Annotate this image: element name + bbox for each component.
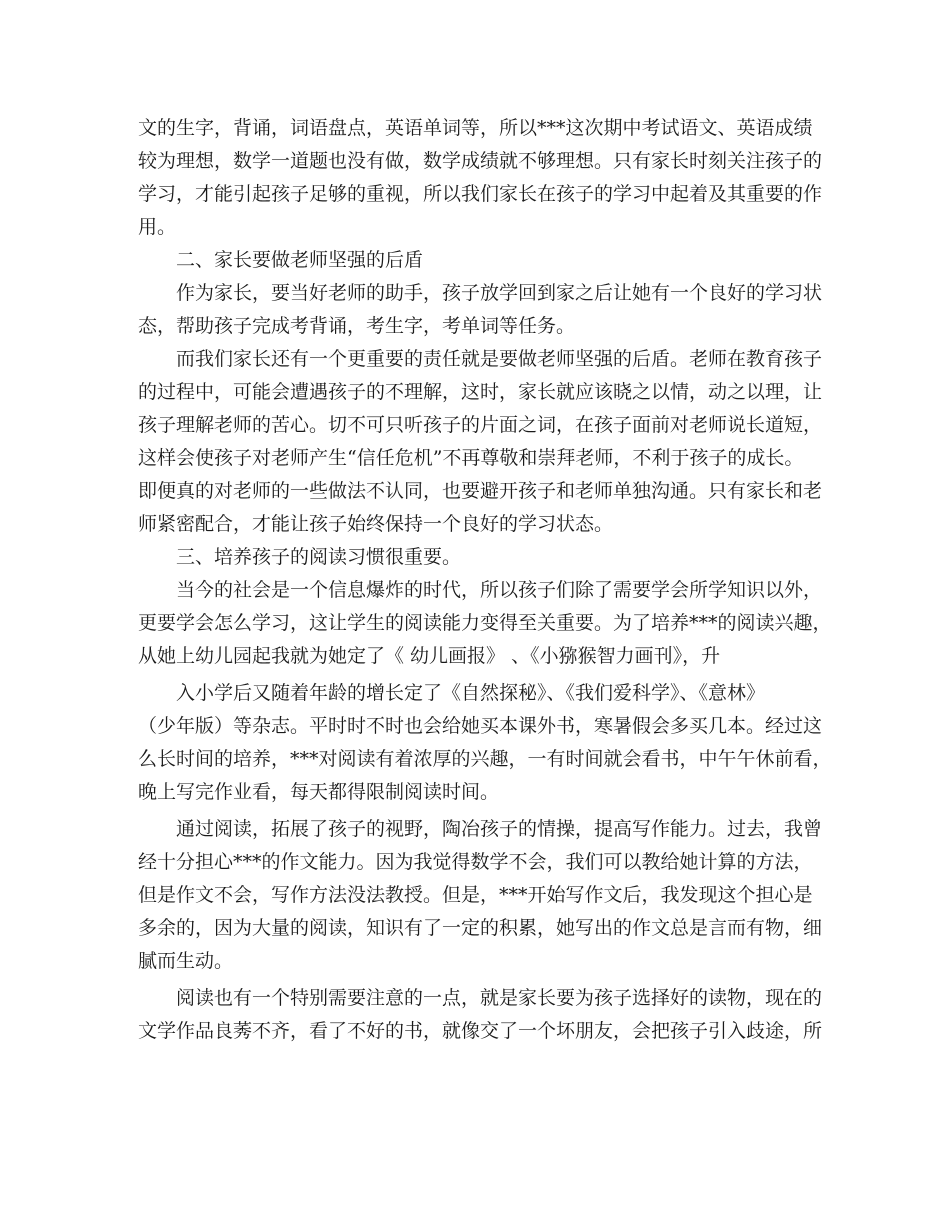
document-body: [138, 112, 832, 1048]
text-line: 从她上幼儿园起我就为她定了《 幼儿画报》 、《小猕猴智力画刊》，升: [138, 645, 721, 667]
paragraph-7: [138, 982, 823, 1048]
text-line: 即便真的对老师的一些做法不认同，也要避开孩子和老师单独沟通。只有家长和老: [138, 480, 823, 502]
text-line: 文学作品良莠不齐，看了不好的书，就像交了一个坏朋友，会把孩子引入歧途，所: [138, 1020, 823, 1042]
paragraph-4: [138, 574, 832, 673]
paragraph-3: [138, 343, 823, 541]
text-line: 腻而生动。: [138, 950, 234, 972]
text-line: 晚上写完作业看，每天都得限制阅读时间。: [138, 781, 500, 803]
text-line: 多余的，因为大量的阅读，知识有了一定的积累，她写出的作文总是言而有物，细: [138, 917, 823, 939]
text-line: 文的生字，背诵，词语盘点，英语单词等，所以***这次期中考试语文、英语成绩: [138, 117, 813, 139]
text-line: 态，帮助孩子完成考背诵，考生字，考单词等任务。: [138, 315, 576, 337]
text-line: （少年版）等杂志。平时时不时也会给她买本课外书，寒暑假会多买几本。经过这: [138, 715, 823, 737]
paragraph-6: [138, 813, 823, 978]
text-line: 学习，才能引起孩子足够的重视，所以我们家长在孩子的学习中起着及其重要的作: [138, 183, 823, 205]
section-heading-3: [138, 541, 818, 574]
text-line: 较为理想，数学一道题也没有做，数学成绩就不够理想。只有家长时刻关注孩子的: [138, 150, 823, 172]
text-line: 入小学后又随着年龄的增长定了《自然探秘》、《我们爱科学》、《意林》: [176, 682, 766, 704]
text-line: 阅读也有一个特别需要注意的一点，就是家长要为孩子选择好的读物，现在的: [176, 987, 823, 1009]
paragraph-2: [138, 277, 823, 343]
text-line: 经十分担心***的作文能力。因为我觉得数学不会，我们可以教给她计算的方法，: [138, 851, 813, 873]
text-line: 这样会使孩子对老师产生“信任危机”不再尊敬和崇拜老师，不利于孩子的成长。: [138, 447, 804, 469]
heading-text: 三、培养孩子的阅读习惯很重要。: [176, 546, 462, 568]
text-line: 师紧密配合，才能让孩子始终保持一个良好的学习状态。: [138, 513, 614, 535]
paragraph-1: [138, 112, 823, 244]
text-line: 更要学会怎么学习，这让学生的阅读能力变得至关重要。为了培养***的阅读兴趣，: [138, 612, 832, 634]
text-line: 用。: [138, 216, 177, 238]
text-line: 当今的社会是一个信息爆炸的时代，所以孩子们除了需要学会所学知识以外，: [176, 579, 823, 601]
section-heading-2: [138, 244, 818, 277]
text-line: 么长时间的培养，***对阅读有着浓厚的兴趣，一有时间就会看书，中午午休前看，: [138, 748, 832, 770]
text-line: 作为家长，要当好老师的助手，孩子放学回到家之后让她有一个良好的学习状: [176, 282, 823, 304]
text-line: 但是作文不会，写作方法没法教授。但是，***开始写作文后，我发现这个担心是: [138, 884, 813, 906]
text-line: 而我们家长还有一个更重要的责任就是要做老师坚强的后盾。老师在教育孩子: [176, 348, 823, 370]
heading-text: 二、家长要做老师坚强的后盾: [176, 249, 424, 271]
text-line: 的过程中，可能会遭遇孩子的不理解，这时，家长就应该晓之以情，动之以理，让: [138, 381, 823, 403]
text-line: 通过阅读，拓展了孩子的视野，陶冶孩子的情操，提高写作能力。过去，我曾: [176, 818, 823, 840]
paragraph-5: [138, 677, 832, 809]
text-line: 孩子理解老师的苦心。切不可只听孩子的片面之词，在孩子面前对老师说长道短，: [138, 414, 823, 436]
